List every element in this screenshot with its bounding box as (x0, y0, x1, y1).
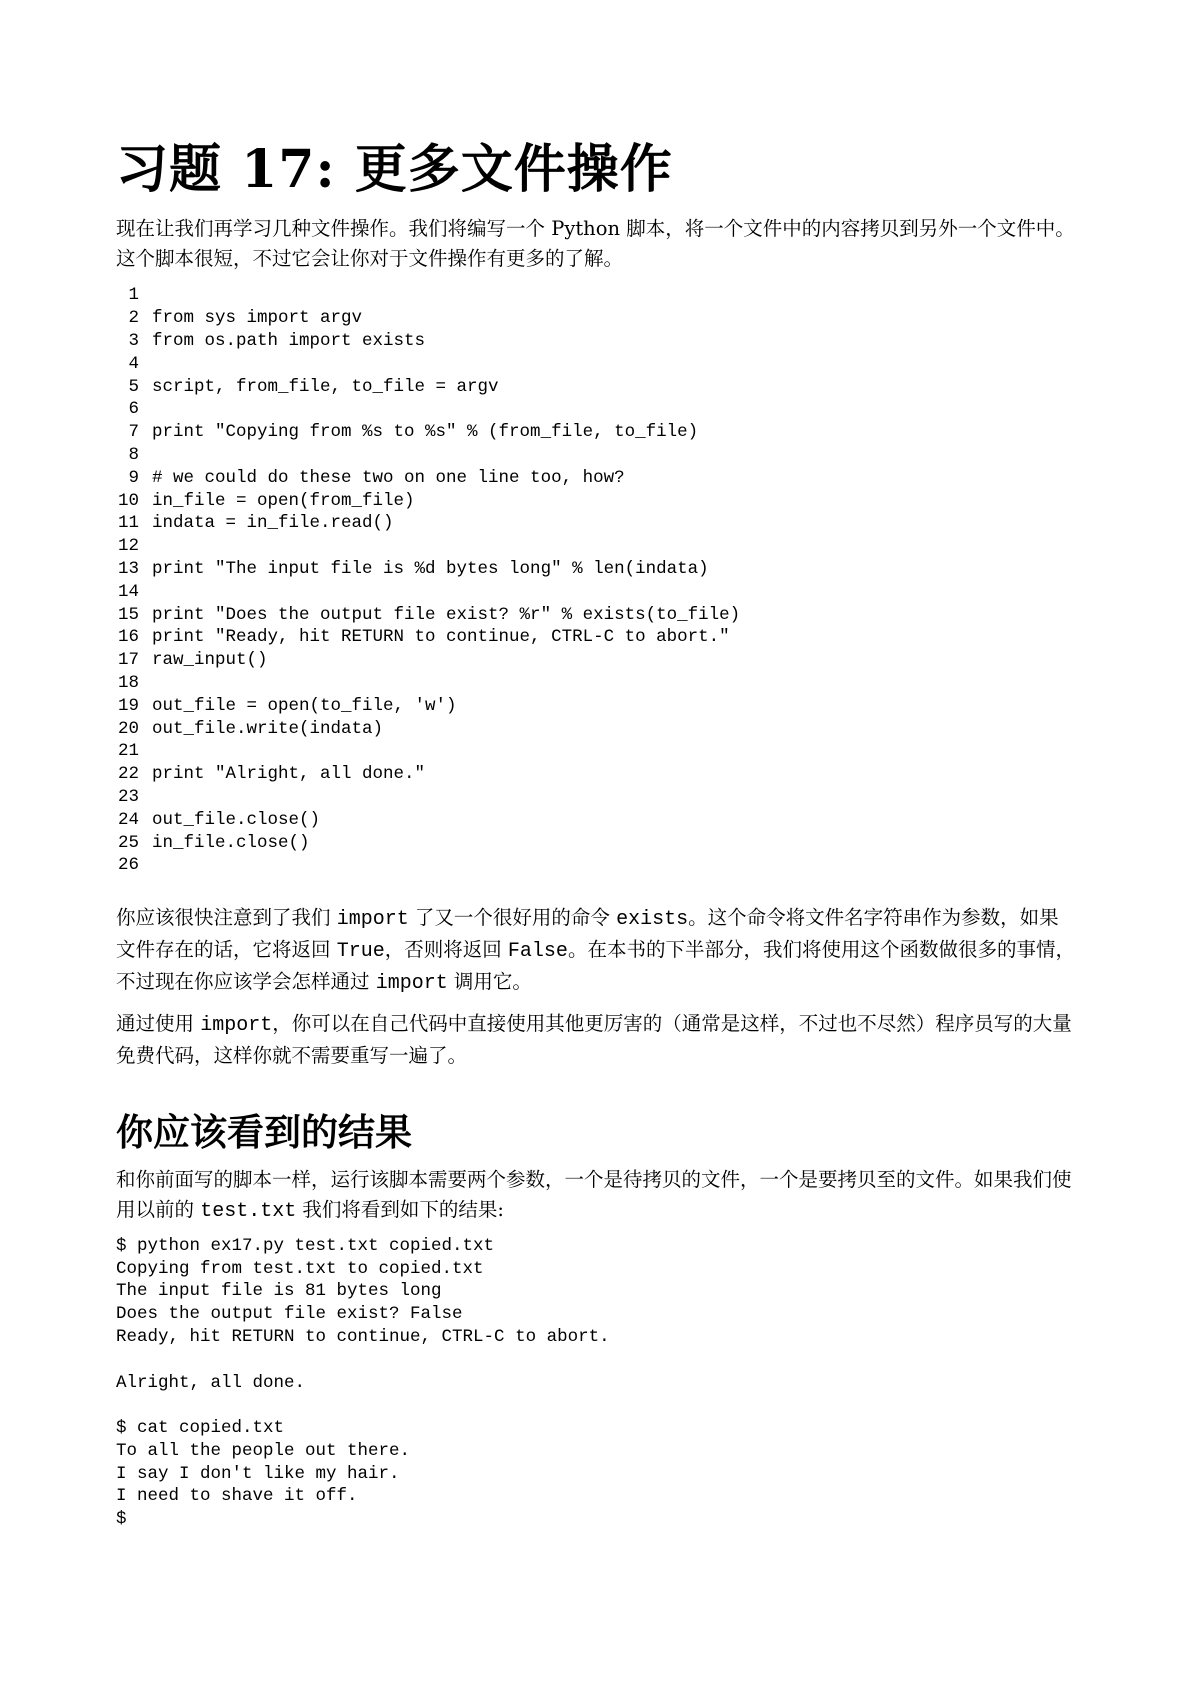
code-line (116, 512, 1076, 535)
document-page (116, 138, 1076, 1531)
line-number: 13 (117, 558, 139, 579)
line-number: 24 (117, 809, 139, 830)
line-code: print "The input file is %d bytes long" % len(indata) (152, 558, 709, 579)
page-title: 习题 17: 更多文件操作 (116, 139, 673, 200)
line-code: script, from_file, to_file = argv (152, 376, 499, 397)
code-line (116, 398, 1076, 421)
inline-code: False (507, 939, 568, 963)
code-line (116, 740, 1076, 763)
intro-paragraph: 现在让我们再学习几种文件操作。我们将编写一个 Python 脚本，将一个文件中的内容拷贝到另外一个文件中。这个脚本很短，不过它会让你对于文件操作有更多的了解。 (116, 217, 1075, 270)
line-number: 21 (117, 741, 139, 762)
line-number: 9 (128, 467, 139, 488)
code-line (116, 489, 1076, 512)
paragraph-text: 了又一个很好用的命令 (408, 905, 617, 929)
paragraph-text: 通过使用 (116, 1011, 201, 1035)
paragraph-run (116, 1165, 1076, 1227)
code-line (116, 603, 1076, 626)
line-number: 19 (117, 695, 139, 716)
code-line (116, 808, 1076, 831)
paragraph-text: 和你前面写的脚本一样，运行该脚本需要两个参数，一个是待拷贝的文件，一个是要拷贝至的文件。如果我们使用以前的 (116, 1167, 1072, 1221)
inline-code: import (375, 971, 448, 995)
line-number: 4 (128, 353, 139, 374)
line-code: indata = in_file.read() (152, 513, 394, 534)
line-number: 10 (117, 490, 139, 511)
line-code: print "Does the output file exist? %r" % exists(to_file) (152, 604, 741, 625)
paragraph-exists (116, 903, 1076, 999)
code-line (116, 717, 1076, 740)
line-code: out_file = open(to_file, 'w') (152, 695, 457, 716)
line-code: print "Copying from %s to %s" % (from_file, to_file) (152, 422, 699, 443)
code-line (116, 284, 1076, 307)
code-line (116, 444, 1076, 467)
line-code: from sys import argv (152, 308, 363, 329)
code-line (116, 307, 1076, 330)
line-code: print "Alright, all done." (152, 764, 426, 785)
inline-code: import (336, 907, 409, 931)
code-line (116, 535, 1076, 558)
terminal-output: $ python ex17.py test.txt copied.txt Copying from test.txt to copied.txt The input file is 81 bytes long Does the output file exist? False Ready, hit RETURN to continue, CTRL-C to abort. Alright, all done. $ cat copied.txt To all the people out there. I say I don't like my hair. I need to shave it off. $ (116, 1235, 610, 1530)
line-number: 26 (117, 855, 139, 876)
line-number: 11 (117, 513, 139, 534)
line-code: in_file.close() (152, 832, 310, 853)
code-line (116, 694, 1076, 717)
line-code: in_file = open(from_file) (152, 490, 415, 511)
line-number: 22 (117, 764, 139, 785)
line-number: 15 (117, 604, 139, 625)
paragraph-text: 我们将看到如下的结果: (296, 1197, 504, 1221)
line-code: print "Ready, hit RETURN to continue, CTRL-C to abort." (152, 627, 730, 648)
code-line (116, 672, 1076, 695)
inline-code: import (200, 1013, 273, 1037)
line-number: 12 (117, 536, 139, 557)
inline-code: test.txt (200, 1199, 297, 1223)
code-listing (116, 284, 1076, 877)
paragraph-text: 。在本书的下半部分，我们将使用这个函数做很多的事情，不过现在你应该学会怎样通过 (116, 937, 1075, 993)
line-number: 16 (117, 627, 139, 648)
code-line (116, 375, 1076, 398)
line-number: 6 (128, 399, 139, 420)
line-number: 23 (117, 786, 139, 807)
code-line (116, 421, 1076, 444)
code-line (116, 580, 1076, 603)
line-number: 17 (117, 650, 139, 671)
line-number: 18 (117, 672, 139, 693)
code-line (116, 649, 1076, 672)
line-code: out_file.close() (152, 809, 321, 830)
line-number: 8 (128, 444, 139, 465)
code-line (116, 854, 1076, 877)
code-line (116, 466, 1076, 489)
line-code: out_file.write(indata) (152, 718, 384, 739)
inline-code: exists (616, 907, 689, 931)
code-line (116, 330, 1076, 353)
line-code: from os.path import exists (152, 330, 426, 351)
paragraph-text: ，否则将返回 (384, 937, 508, 961)
line-number: 1 (128, 285, 139, 306)
line-number: 7 (128, 422, 139, 443)
section-title: 你应该看到的结果 (116, 1110, 412, 1154)
line-number: 5 (128, 376, 139, 397)
code-line (116, 831, 1076, 854)
code-line (116, 626, 1076, 649)
paragraph-text: 调用它。 (447, 969, 532, 993)
inline-code: True (336, 939, 385, 963)
paragraph-import (116, 1009, 1076, 1071)
line-number: 20 (117, 718, 139, 739)
line-number: 2 (128, 308, 139, 329)
line-code: raw_input() (152, 650, 268, 671)
paragraph-text: ，你可以在自己代码中直接使用其他更厉害的（通常是这样，不过也不尽然）程序员写的大量免费代码，这样你就不需要重写一遍了。 (116, 1011, 1072, 1067)
code-line (116, 558, 1076, 581)
line-number: 25 (117, 832, 139, 853)
line-code: # we could do these two on one line too, how? (152, 467, 625, 488)
code-line (116, 763, 1076, 786)
paragraph-text: 你应该很快注意到了我们 (116, 905, 337, 929)
line-number: 3 (128, 330, 139, 351)
code-line (116, 786, 1076, 809)
code-line (116, 352, 1076, 375)
paragraph-text: 。这个命令将文件名字符串作为参数，如果文件存在的话，它将返回 (116, 905, 1059, 961)
line-number: 14 (117, 581, 139, 602)
